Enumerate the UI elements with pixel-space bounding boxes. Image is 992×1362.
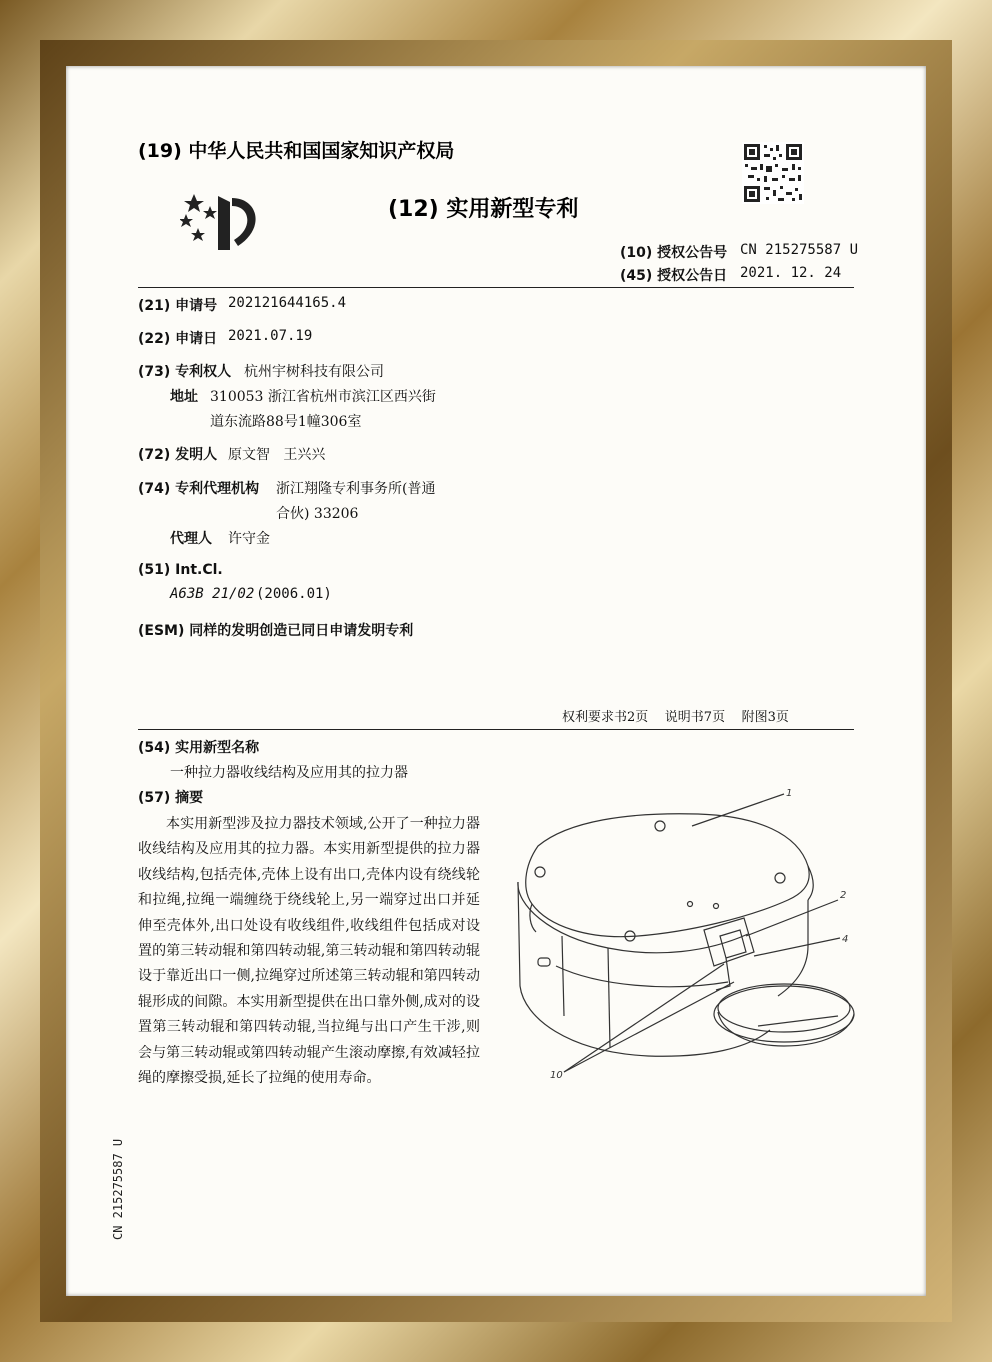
agent: 许守金: [228, 531, 270, 547]
cnipa-logo: [180, 188, 268, 258]
app-no: 202121644165.4: [228, 295, 347, 311]
agency-line2: 合伙) 33206: [276, 506, 359, 522]
section-rule: [138, 729, 854, 730]
abstract-label: (57) 摘要: [138, 790, 204, 806]
agency-line1: 浙江翔隆专利事务所(普通: [276, 481, 436, 497]
side-document-number: CN 215275587 U: [111, 1138, 125, 1240]
figure-label-10: 10: [550, 1070, 563, 1081]
patentee-label: (73) 专利权人: [138, 364, 232, 380]
agent-label: 代理人: [170, 531, 212, 547]
qr-code: [742, 142, 804, 204]
page-counts: 权利要求书2页 说明书7页 附图3页: [562, 710, 789, 725]
office-name: (19) 中华人民共和国国家知识产权局: [138, 140, 455, 162]
inventor-label: (72) 发明人: [138, 447, 218, 463]
inventors: 原文智 王兴兴: [228, 447, 326, 463]
address-label: 地址: [170, 389, 198, 405]
grant-pub-no-label: (10) 授权公告号: [620, 245, 728, 261]
agency-label: (74) 专利代理机构: [138, 481, 260, 497]
app-date-label: (22) 申请日: [138, 331, 218, 347]
abstract-text: 本实用新型涉及拉力器技术领域,公开了一种拉力器收线结构及应用其的拉力器。本实用新型提供的拉力器收线结构,包括壳体,壳体上设有出口,壳体内设有绕线轮和拉绳,拉绳一端缠绕于绕线轮上,另一端穿过出口并延伸至壳体外,出口处设有收线组件,收线组件包括成对设置的第三转动辊和第四转动辊,第三转动辊和第四转动辊设于靠近出口一侧,拉绳穿过所述第三转动辊和第四转动辊形成的间隙。本实用新型提供在出口靠外侧,成对的设置第三转动辊和第四转动辊,当拉绳与出口产生干涉,则会与第三转动辊或第四转动辊产生滚动摩擦,有效减轻拉绳的摩擦受损,延长了拉绳的使用寿命。: [138, 816, 480, 1087]
esm-note: (ESM) 同样的发明创造已同日申请发明专利: [138, 623, 414, 639]
intcl-year: (2006.01): [256, 586, 332, 602]
app-no-label: (21) 申请号: [138, 298, 218, 314]
app-date: 2021.07.19: [228, 328, 313, 344]
grant-pub-no: CN 215275587 U: [740, 242, 859, 258]
header-rule: [138, 287, 854, 288]
intcl-label: (51) Int.Cl.: [138, 562, 223, 578]
intcl-code: A63B 21/02: [170, 586, 255, 602]
figure-label-1: 1: [786, 788, 793, 799]
figure-label-4: 4: [842, 934, 849, 945]
patentee: 杭州宇树科技有限公司: [244, 364, 384, 380]
title-label: (54) 实用新型名称: [138, 740, 260, 756]
address-line1: 310053 浙江省杭州市滨江区西兴街: [210, 389, 436, 405]
document-type: (12) 实用新型专利: [388, 197, 579, 222]
figure-label-2: 2: [840, 890, 847, 901]
address-line2: 道东流路88号1幢306室: [210, 414, 362, 430]
utility-model-title: 一种拉力器收线结构及应用其的拉力器: [170, 765, 408, 781]
grant-date-label: (45) 授权公告日: [620, 268, 728, 284]
grant-date: 2021. 12. 24: [740, 265, 842, 281]
device-figure: [508, 786, 858, 1086]
